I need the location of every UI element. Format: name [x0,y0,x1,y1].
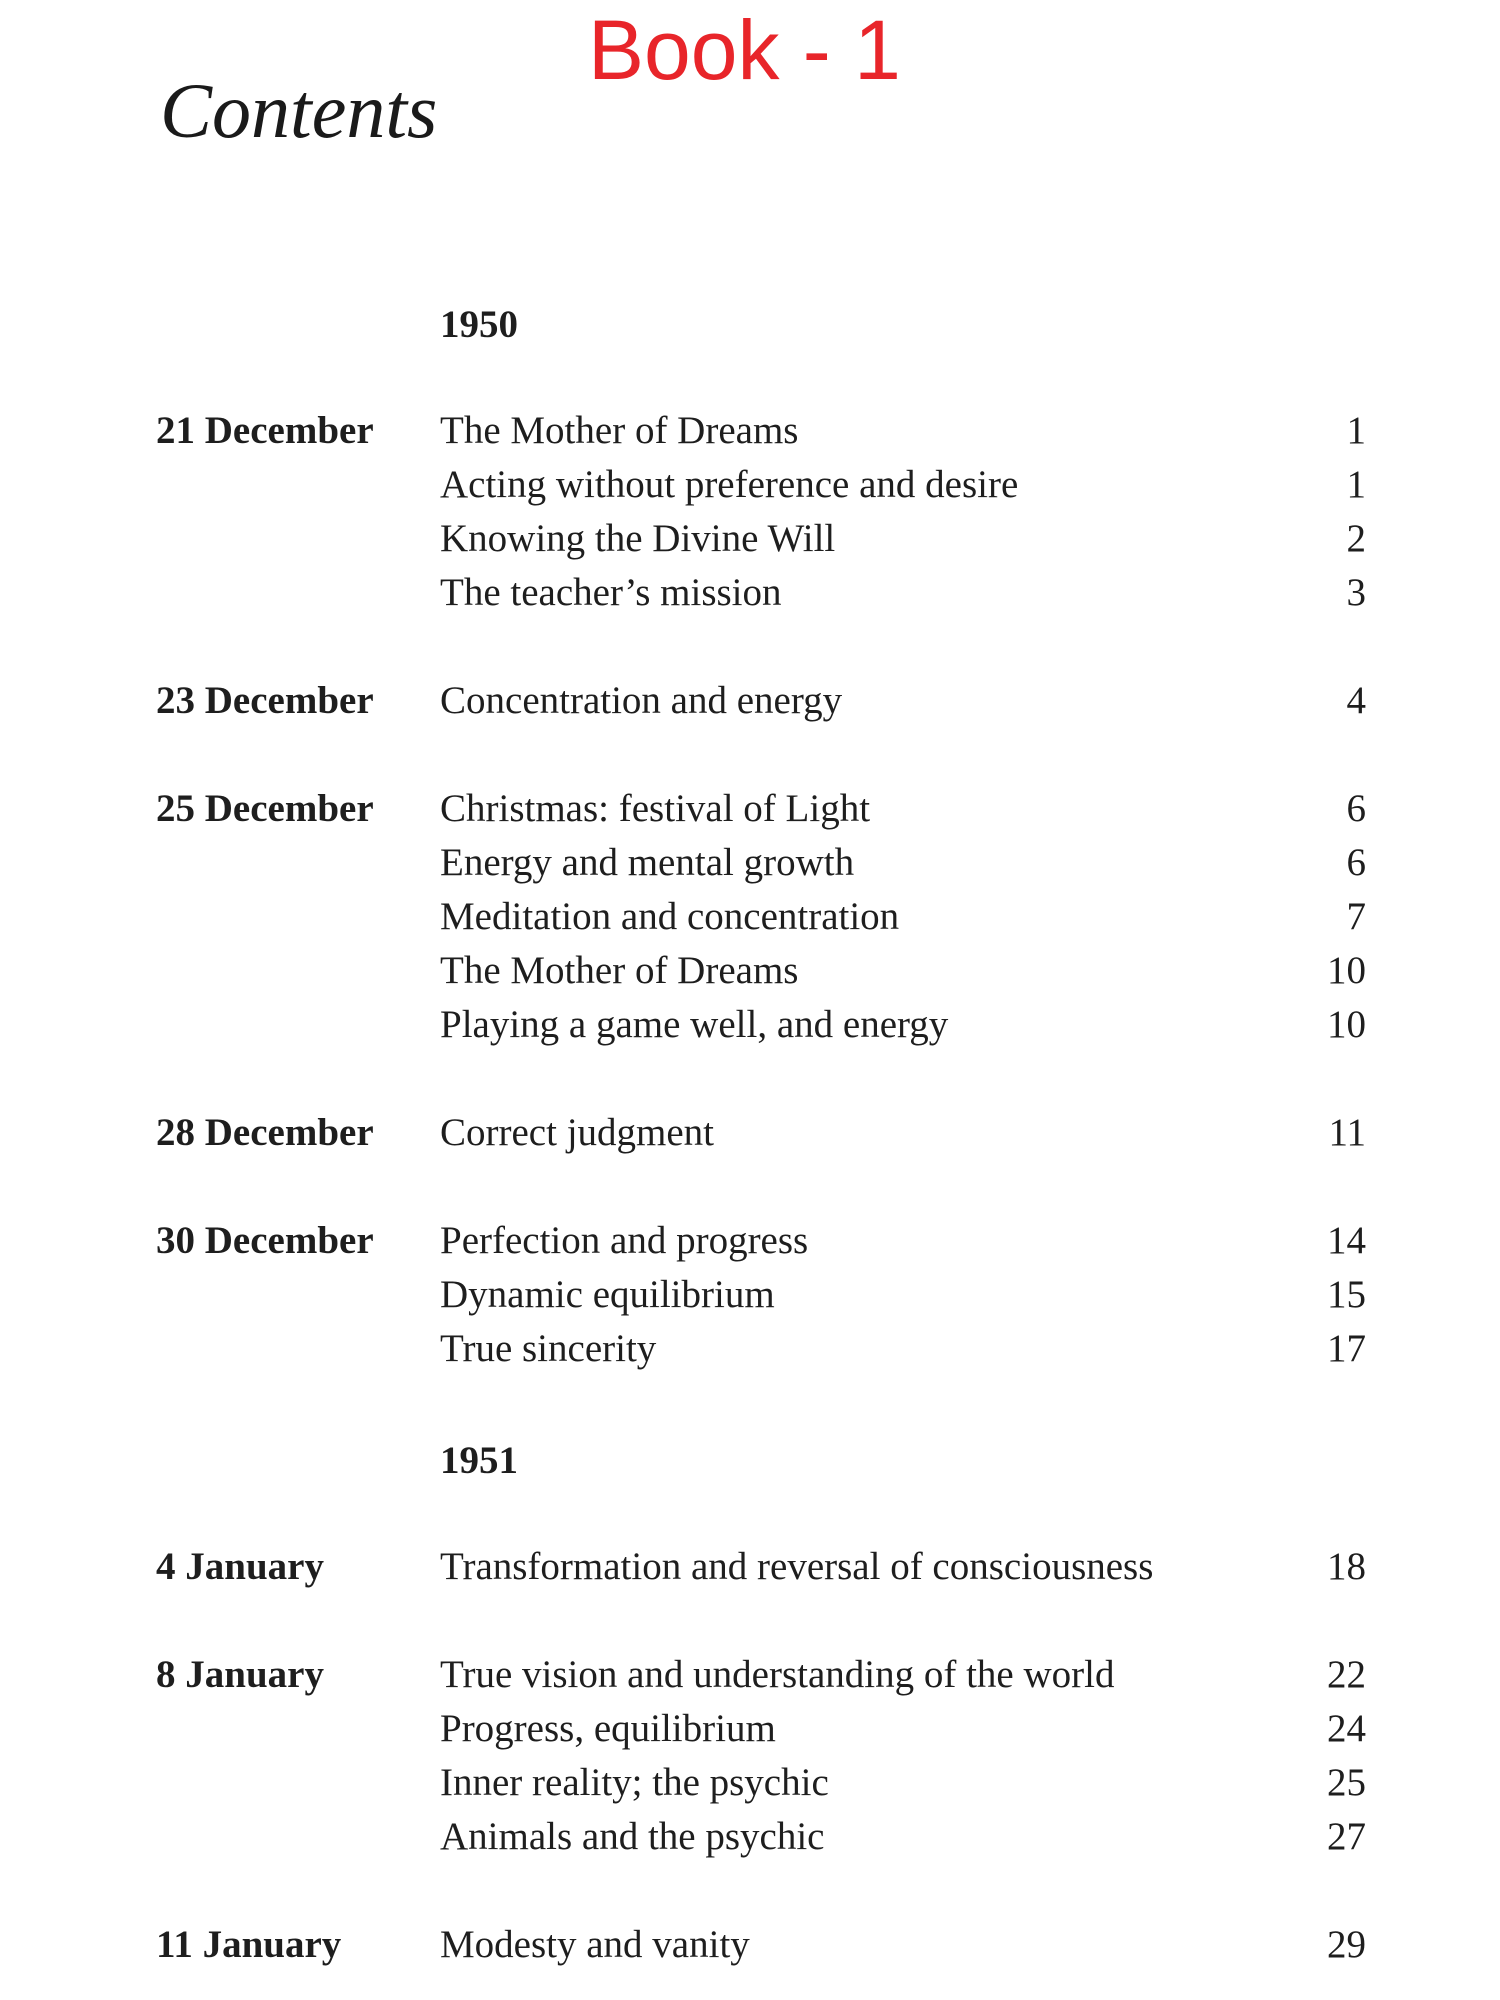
toc-entry[interactable] [440,1540,1366,1594]
entry-date: 11 January [156,1923,342,1966]
year-section [156,1434,1366,1972]
date-group [156,674,1366,728]
toc-entry[interactable] [440,1322,1366,1376]
entry-page-number: 6 [1346,787,1366,830]
toc-entry[interactable] [440,944,1366,998]
entry-date: 21 December [156,409,374,452]
entry-title: Energy and mental growth [440,841,855,884]
entry-page-number: 10 [1327,949,1366,992]
entry-page-number: 29 [1327,1923,1366,1966]
toc-entry[interactable] [440,674,1366,728]
entry-title: Knowing the Divine Will [440,517,836,560]
entry-page-number: 1 [1346,409,1366,452]
date-group [156,404,1366,620]
entry-date: 23 December [156,679,374,722]
entry-page-number: 3 [1346,571,1366,614]
entry-page-number: 18 [1327,1545,1366,1588]
entry-title: Modesty and vanity [440,1923,750,1966]
table-of-contents [156,298,1366,1972]
toc-entry[interactable] [440,512,1366,566]
entry-date: 25 December [156,787,374,830]
entry-page-number: 24 [1327,1707,1366,1750]
entry-date: 8 January [156,1653,324,1696]
toc-entry[interactable] [440,1268,1366,1322]
entry-title: The Mother of Dreams [440,409,799,452]
toc-entry[interactable] [440,1106,1366,1160]
toc-entry[interactable] [440,1648,1366,1702]
book-label: Book - 1 [588,3,901,97]
entry-title: Dynamic equilibrium [440,1273,775,1316]
entry-title: True vision and understanding of the world [440,1653,1115,1696]
year-heading: 1950 [440,303,518,346]
toc-entry[interactable] [440,404,1366,458]
entry-page-number: 14 [1327,1219,1366,1262]
entry-page-number: 17 [1327,1327,1366,1370]
toc-entry[interactable] [440,782,1366,836]
entry-page-number: 6 [1346,841,1366,884]
entry-title: Meditation and concentration [440,895,900,938]
entry-title: Playing a game well, and energy [440,1003,949,1046]
entry-title: Transformation and reversal of consciousness [440,1545,1154,1588]
date-group [156,1540,1366,1594]
entry-page-number: 27 [1327,1815,1366,1858]
entry-date: 28 December [156,1111,374,1154]
toc-entry[interactable] [440,836,1366,890]
entry-page-number: 11 [1328,1111,1366,1154]
toc-entry[interactable] [440,1702,1366,1756]
entry-page-number: 1 [1346,463,1366,506]
entry-page-number: 25 [1327,1761,1366,1804]
entry-page-number: 2 [1346,517,1366,560]
toc-entry[interactable] [440,566,1366,620]
entry-page-number: 22 [1327,1653,1366,1696]
entry-date: 4 January [156,1545,324,1588]
entry-date: 30 December [156,1219,374,1262]
entry-page-number: 15 [1327,1273,1366,1316]
toc-entry[interactable] [440,1756,1366,1810]
entry-title: Acting without preference and desire [440,463,1019,506]
date-group [156,1106,1366,1160]
entry-page-number: 4 [1346,679,1366,722]
entry-page-number: 10 [1327,1003,1366,1046]
entry-title: The teacher’s mission [440,571,782,614]
toc-entry[interactable] [440,1918,1366,1972]
year-section [156,298,1366,1376]
date-group [156,782,1366,1052]
date-group [156,1918,1366,1972]
entry-title: Animals and the psychic [440,1815,825,1858]
entry-title: Correct judgment [440,1111,715,1154]
entry-title: Concentration and energy [440,679,843,722]
entry-title: Perfection and progress [440,1219,809,1262]
year-heading: 1951 [440,1439,518,1482]
entry-title: True sincerity [440,1327,657,1370]
entry-title: The Mother of Dreams [440,949,799,992]
date-group [156,1214,1366,1376]
toc-entry[interactable] [440,1214,1366,1268]
entry-title: Christmas: festival of Light [440,787,871,830]
toc-entry[interactable] [440,890,1366,944]
entry-title: Inner reality; the psychic [440,1761,829,1804]
page-title: Contents [160,67,438,154]
toc-entry[interactable] [440,458,1366,512]
entry-page-number: 7 [1346,895,1366,938]
date-group [156,1648,1366,1864]
toc-entry[interactable] [440,1810,1366,1864]
toc-entry[interactable] [440,998,1366,1052]
entry-title: Progress, equilibrium [440,1707,776,1750]
